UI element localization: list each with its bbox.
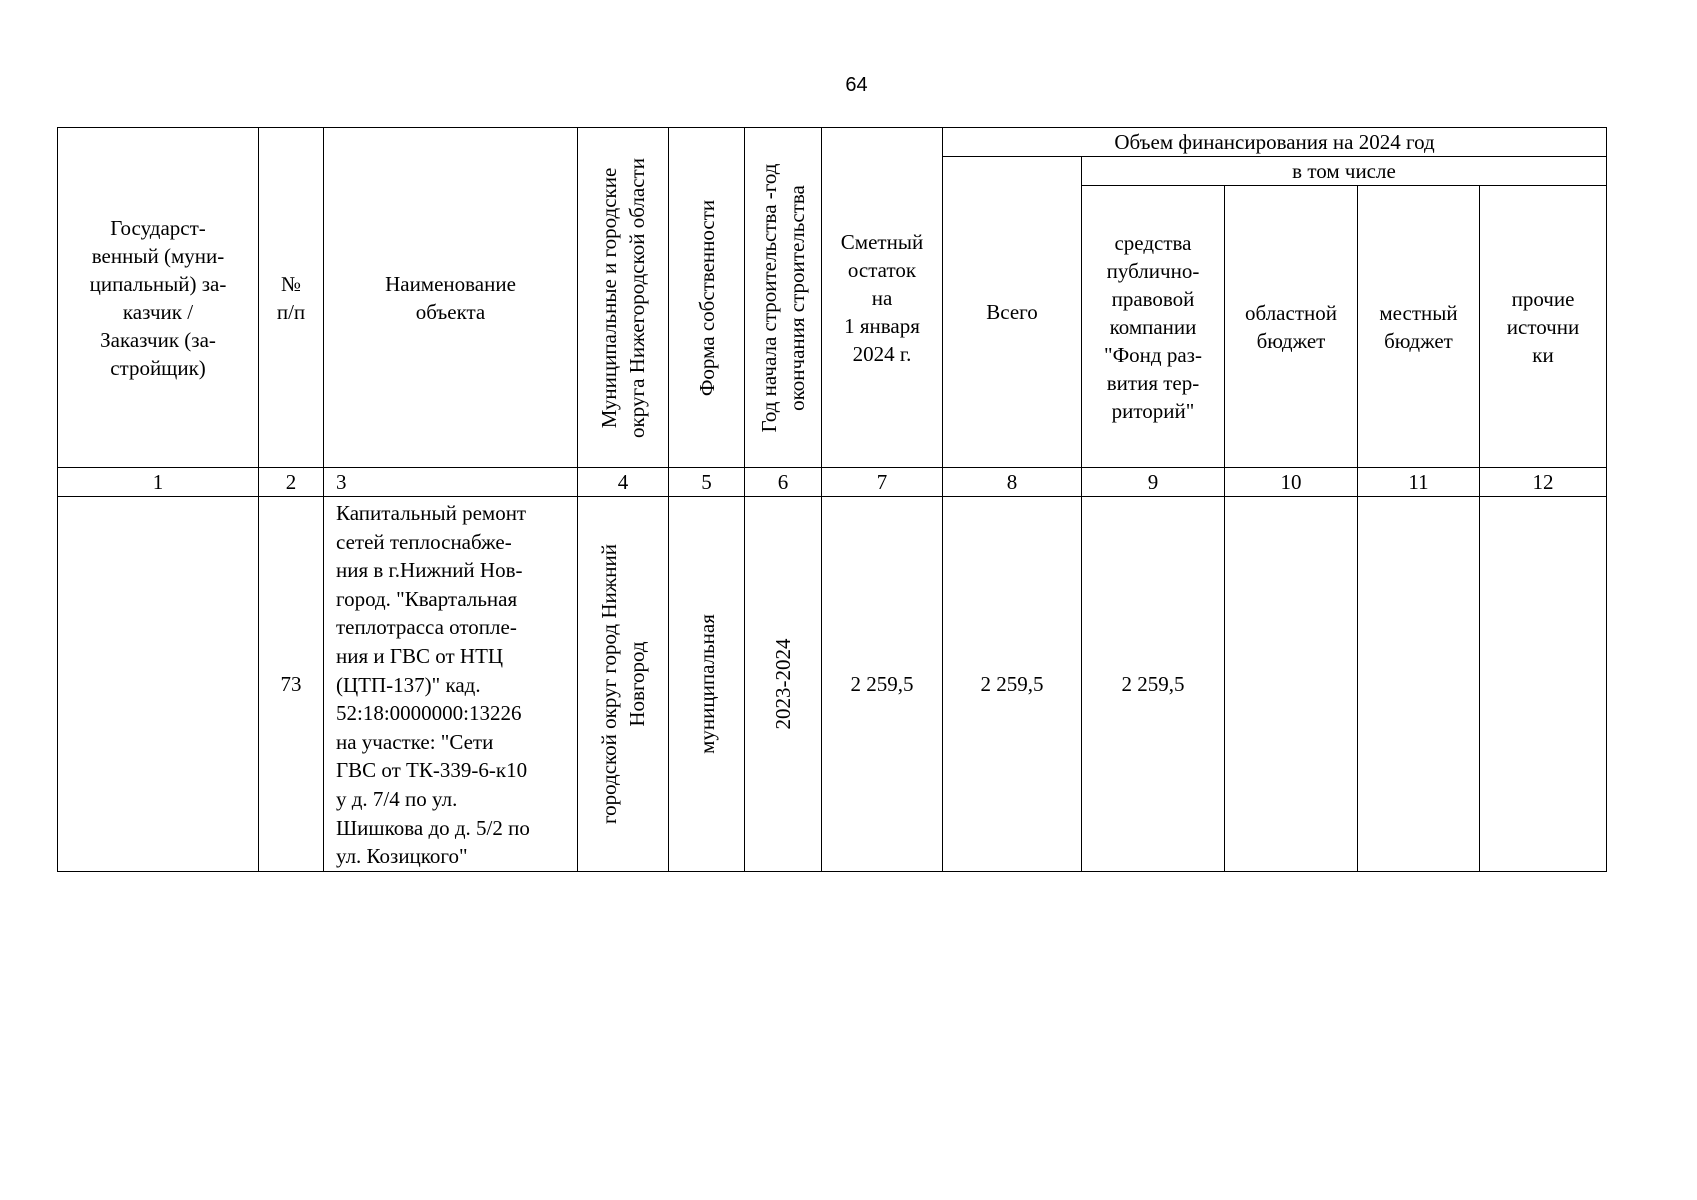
cell-other-sources (1480, 497, 1607, 872)
funding-table (57, 127, 1607, 872)
header-row-1 (58, 128, 1607, 157)
column-number: 9 (1082, 468, 1225, 497)
column-number: 1 (58, 468, 259, 497)
column-number: 7 (822, 468, 943, 497)
header-total: Всего (943, 157, 1082, 468)
column-number: 8 (943, 468, 1082, 497)
cell-municipality: городской округ город Нижний Новгород (578, 497, 669, 872)
column-number: 11 (1358, 468, 1480, 497)
header-regional-budget: областной бюджет (1225, 186, 1358, 468)
column-number: 10 (1225, 468, 1358, 497)
cell-ownership: муниципальная (669, 497, 745, 872)
cell-object-name: Капитальный ремонт сетей теплоснабже- ния в г.Нижний Нов- город. "Квартальная теплотрасса отопле- ния и ГВС от НТЦ (ЦТП-137)" кад. 52:18:0000000:13226 на участке: "Сети ГВС от ТК-339-6-к10 у д. 7/4 по ул. Шишкова до д. 5/2 по ул. Козицкого" (324, 497, 578, 872)
column-number: 12 (1480, 468, 1607, 497)
cell-fund: 2 259,5 (1082, 497, 1225, 872)
header-local-budget: местный бюджет (1358, 186, 1480, 468)
header-ownership: Форма собственности (669, 128, 745, 468)
column-number: 2 (259, 468, 324, 497)
column-number: 3 (324, 468, 578, 497)
column-number: 5 (669, 468, 745, 497)
header-years: Год начала строительства -год окончания строительства (745, 128, 822, 468)
cell-local-budget (1358, 497, 1480, 872)
header-municipality: Муниципальные и городские округа Нижегородской области (578, 128, 669, 468)
cell-estimate: 2 259,5 (822, 497, 943, 872)
cell-total: 2 259,5 (943, 497, 1082, 872)
cell-years: 2023-2024 (745, 497, 822, 872)
header-including: в том числе (1082, 157, 1607, 186)
header-estimate: Сметный остаток на 1 января 2024 г. (822, 128, 943, 468)
header-customer: Государст- венный (муни- ципальный) за- казчик / Заказчик (за- стройщик) (58, 128, 259, 468)
column-number: 6 (745, 468, 822, 497)
header-object-name: Наименование объекта (324, 128, 578, 468)
column-number-row (58, 468, 1607, 497)
header-number: № п/п (259, 128, 324, 468)
cell-customer (58, 497, 259, 872)
header-funding-title: Объем финансирования на 2024 год (943, 128, 1607, 157)
cell-regional-budget (1225, 497, 1358, 872)
header-fund: средства публично- правовой компании "Фонд раз- вития тер- риторий" (1082, 186, 1225, 468)
column-number: 4 (578, 468, 669, 497)
header-other-sources: прочие источни ки (1480, 186, 1607, 468)
cell-number: 73 (259, 497, 324, 872)
page-number: 64 (845, 74, 868, 96)
table-row (58, 497, 1607, 872)
